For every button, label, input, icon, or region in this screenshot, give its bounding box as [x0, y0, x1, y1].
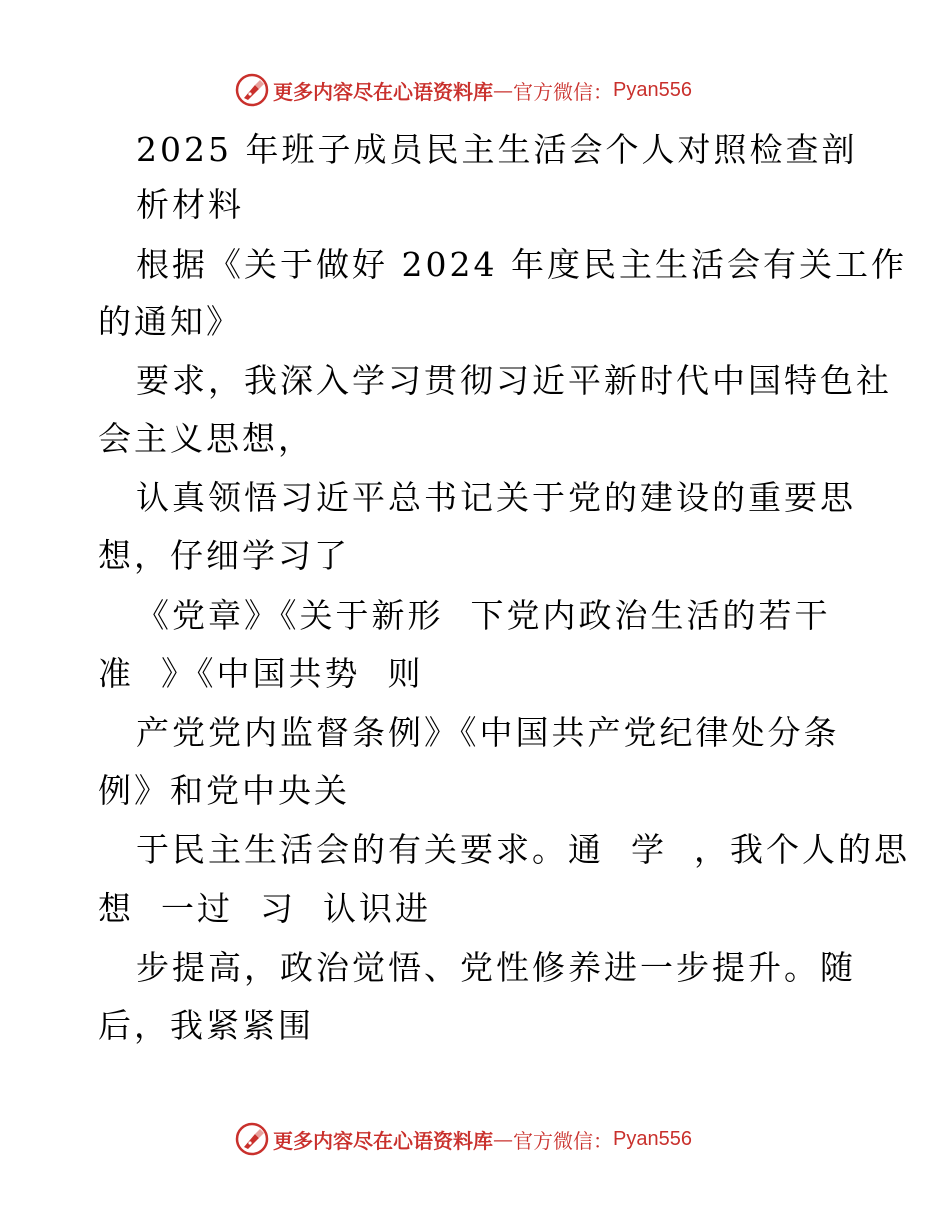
paragraph-line: 想，仔细学习了: [98, 536, 350, 575]
watermark-wechat-id: Pyan556: [613, 78, 692, 101]
footer-watermark: [235, 1121, 692, 1157]
watermark-dash: —: [493, 78, 513, 102]
watermark-wechat-label: 官方微信：: [513, 79, 613, 104]
paragraph-line: 于民主生活会的有关要求。通 学 ，我个人的思: [136, 830, 910, 869]
paragraph-line: 准 》《中国共势 则: [98, 654, 424, 693]
paragraph-line: 要求，我深入学习贯彻习近平新时代中国特色社: [136, 361, 892, 400]
title-line-1: 2025 年班子成员民主生活会个人对照检查剖: [136, 130, 858, 169]
watermark-wechat-label: 官方微信：: [513, 1128, 613, 1153]
paragraph-line: 想 一过 习 认识进: [98, 889, 431, 928]
pen-nib-logo-icon: [235, 73, 269, 107]
watermark-wechat-id: Pyan556: [613, 1127, 692, 1150]
watermark-library-text: 更多内容尽在心语资料库: [273, 79, 493, 104]
paragraph-line: 认真领悟习近平总书记关于党的建设的重要思: [136, 478, 856, 517]
title-line-2: 析材料: [136, 185, 244, 224]
paragraph-line: 会主义思想，: [98, 419, 314, 458]
paragraph-line: 例》和党中央关: [98, 771, 350, 810]
paragraph-line: 根据《关于做好 2024 年度民主生活会有关工作: [136, 245, 907, 284]
watermark-dash: —: [493, 1127, 513, 1151]
paragraph-line: 产党党内监督条例》《中国共产党纪律处分条: [136, 713, 840, 752]
paragraph-line: 《党章》《关于新形 下党内政治生活的若干: [136, 596, 831, 635]
pen-nib-logo-icon: [235, 1122, 269, 1156]
header-watermark: [235, 72, 692, 108]
paragraph-line: 后，我紧紧围: [98, 1006, 314, 1045]
paragraph-line: 步提高，政治觉悟、党性修养进一步提升。随: [136, 948, 856, 987]
watermark-library-text: 更多内容尽在心语资料库: [273, 1128, 493, 1153]
paragraph-line: 的通知》: [98, 302, 242, 341]
